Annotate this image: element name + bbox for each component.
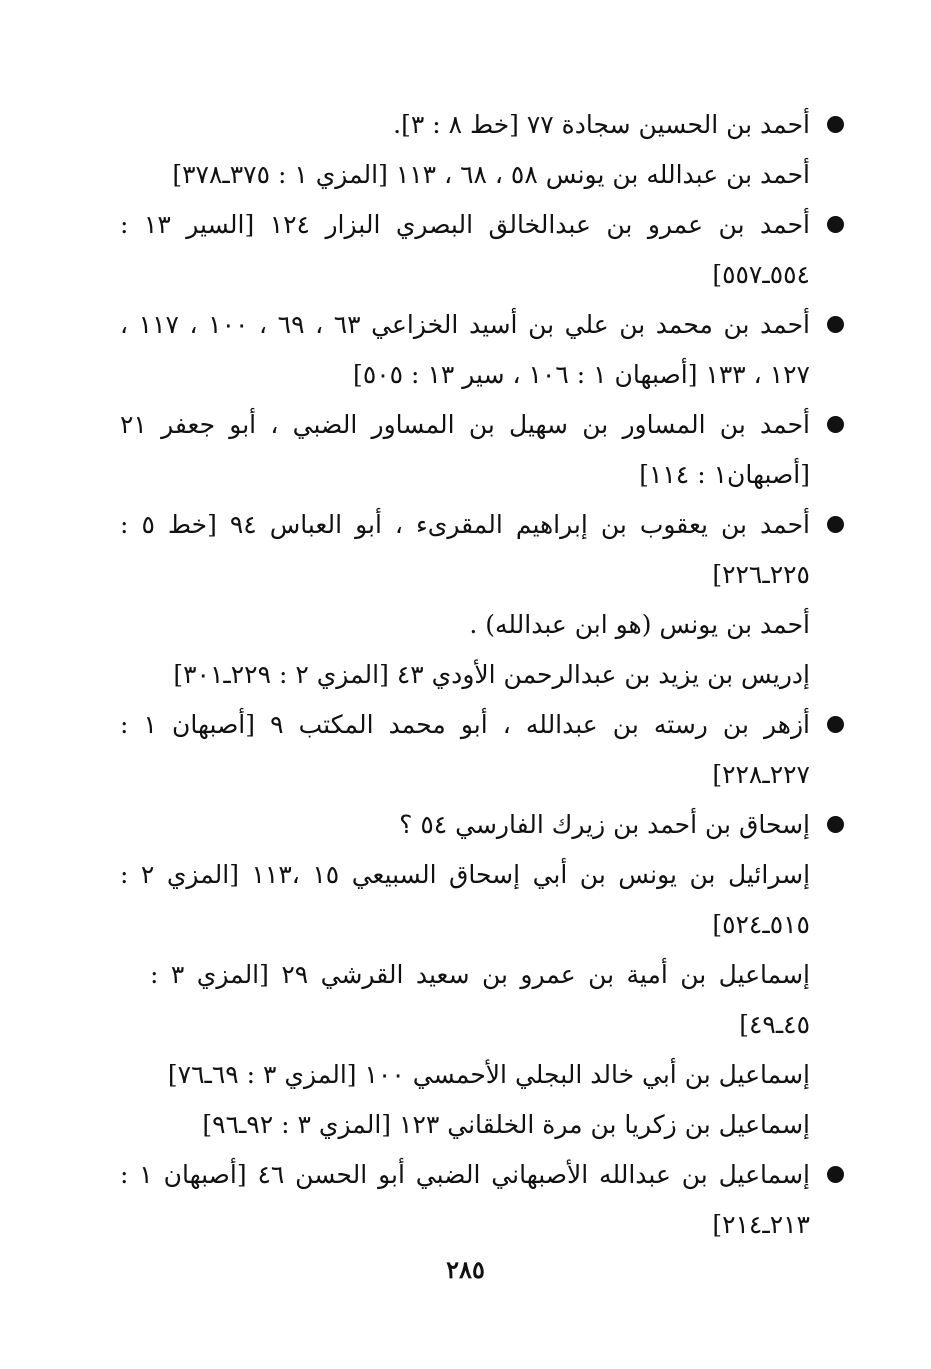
index-entry-text: أزهر بن رسته بن عبدالله ، أبو محمد المكتب ٩ [أصبهان ١ : ٢٢٧ـ٢٢٨]: [120, 710, 810, 789]
index-entry-text: أحمد بن يعقوب بن إبراهيم المقرىء ، أبو العباس ٩٤ [خط ٥ : ٢٢٥ـ٢٢٦]: [120, 510, 810, 589]
index-entry-text: إسماعيل بن أبي خالد البجلي الأحمسي ١٠٠ [المزي ٣ : ٦٩ـ٧٦]: [167, 1060, 810, 1089]
page-number: ٢٨٥: [446, 1255, 485, 1284]
index-entry: [120, 850, 820, 950]
index-entry-text: إسحاق بن أحمد بن زيرك الفارسي ٥٤ ؟: [399, 810, 810, 839]
index-entry: [120, 500, 820, 600]
index-entry-text: إدريس بن يزيد بن عبدالرحمن الأودي ٤٣ [المزي ٢ : ٢٢٩ـ٣٠١]: [173, 660, 810, 689]
index-entry: [120, 100, 820, 150]
bullet-dot-icon: [827, 716, 844, 733]
index-entry: [150, 1100, 820, 1150]
index-entry: [120, 150, 820, 200]
index-entry-text: إسماعيل بن أمية بن عمرو بن سعيد القرشي ٢٩ [المزي ٣ : ٤٥ـ٤٩]: [150, 960, 811, 1039]
bullet-dot-icon: [827, 1166, 844, 1183]
index-entry: [120, 300, 820, 400]
index-entry: [120, 200, 820, 300]
index-entry: [120, 400, 820, 500]
index-entry-text: إسرائيل بن يونس بن أبي إسحاق السبيعي ١٥ ،١١٣ [المزي ٢ : ٥١٥ـ٥٢٤]: [120, 860, 811, 939]
index-entry-text: أحمد بن المساور بن سهيل بن المساور الضبي ، أبو جعفر ٢١ [أصبهان١ : ١١٤]: [120, 410, 810, 489]
index-entry-text: أحمد بن يونس (هو ابن عبدالله) .: [469, 610, 810, 639]
bullet-dot-icon: [827, 316, 844, 333]
index-entries-list: [120, 100, 820, 1250]
bullet-dot-icon: [827, 116, 844, 133]
bullet-dot-icon: [827, 816, 844, 833]
index-entry-text: إسماعيل بن زكريا بن مرة الخلقاني ١٢٣ [المزي ٣ : ٩٢ـ٩٦]: [202, 1110, 810, 1139]
index-entry: [150, 950, 820, 1050]
index-entry: [150, 1050, 820, 1100]
index-entry-text: أحمد بن الحسين سجادة ٧٧ [خط ٨ : ٣].: [393, 110, 810, 139]
index-entry-text: أحمد بن عمرو بن عبدالخالق البصري البزار ١٢٤ [السير ١٣ : ٥٥٤ـ٥٥٧]: [120, 210, 810, 289]
index-entry: [120, 800, 820, 850]
index-entry: [120, 700, 820, 800]
index-entry-text: أحمد بن محمد بن علي بن أسيد الخزاعي ٦٣ ، ٦٩ ، ١٠٠ ، ١١٧ ، ١٢٧ ، ١٣٣ [أصبهان ١ : ١٠٦ ، سير ١٣ : ٥٠٥]: [120, 310, 811, 389]
index-entry-text: إسماعيل بن عبدالله الأصبهاني الضبي أبو الحسن ٤٦ [أصبهان ١ : ٢١٣ـ٢١٤]: [120, 1160, 810, 1239]
index-entry: [120, 1150, 820, 1250]
bullet-dot-icon: [827, 516, 844, 533]
index-entry: [120, 650, 820, 700]
bullet-dot-icon: [827, 216, 844, 233]
index-entry-text: أحمد بن عبدالله بن يونس ٥٨ ، ٦٨ ، ١١٣ [المزي ١ : ٣٧٥ـ٣٧٨]: [172, 160, 810, 189]
bullet-dot-icon: [827, 416, 844, 433]
index-entry: [120, 600, 820, 650]
